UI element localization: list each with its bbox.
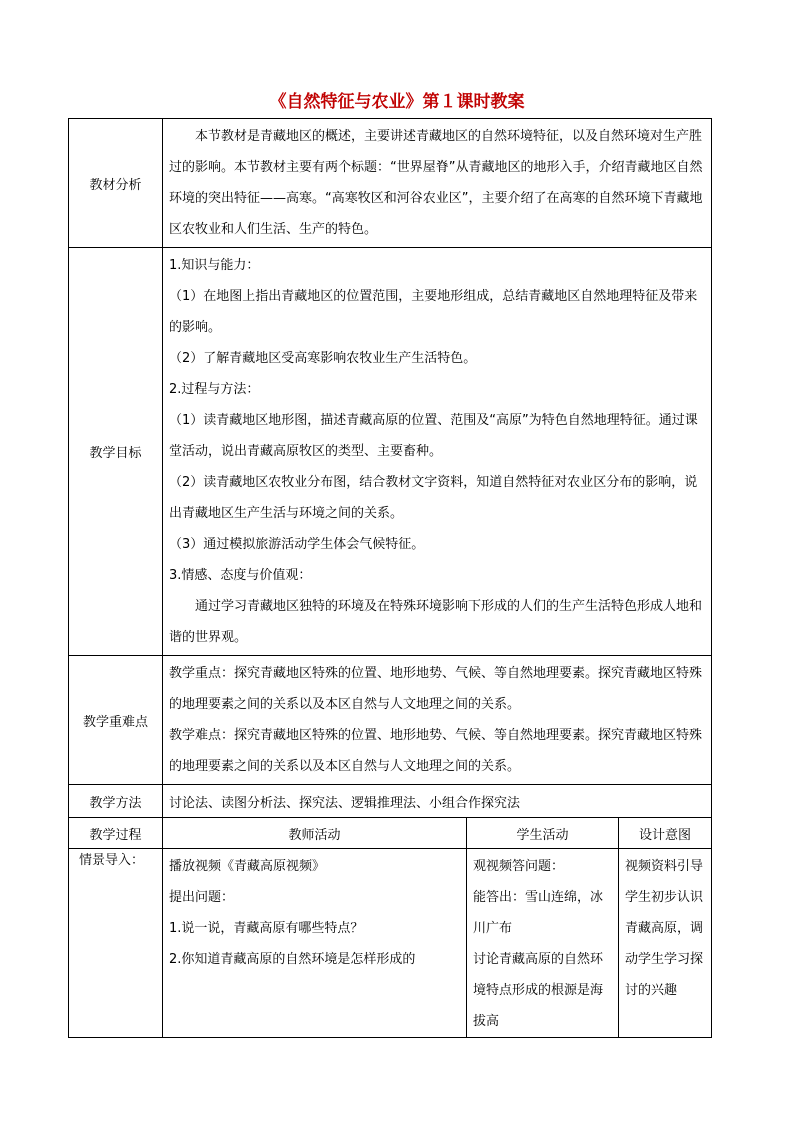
goals-line: （1）在地图上指出青藏地区的位置范围，主要地形组成，总结青藏地区自然地理特征及带来的影响。 (169, 289, 698, 335)
keypoints-line: 教学难点：探究青藏地区特殊的位置、地形地势、气候、等自然地理要素。探究青藏地区特殊的地理要素之间的关系以及本区自然与人文地理之间的关系。 (169, 728, 703, 774)
student-activity-header: 学生活动 (467, 818, 619, 849)
intro-design-intent (619, 849, 712, 1038)
goals-line: （3）通过模拟旅游活动学生体会气候特征。 (169, 537, 425, 552)
goals-line: 1.知识与能力： (169, 258, 260, 273)
process-label: 教学过程 (69, 818, 163, 849)
keypoints-content (163, 656, 712, 785)
goals-content (163, 248, 712, 656)
goals-line: （2）了解青藏地区受高寒影响农牧业生产生活特色。 (169, 351, 477, 366)
student-line: 能答出：雪山连绵，冰川广布 (473, 890, 604, 936)
keypoints-line: 教学重点：探究青藏地区特殊的位置、地形地势、气候、等自然地理要素。探究青藏地区特殊的地理要素之间的关系以及本区自然与人文地理之间的关系。 (169, 666, 703, 712)
keypoints-label: 教学重难点 (69, 656, 163, 785)
methods-content: 讨论法、读图分析法、探究法、逻辑推理法、小组合作探究法 (163, 785, 712, 818)
analysis-label: 教材分析 (69, 119, 163, 248)
teacher-line: 1.说一说，青藏高原有哪些特点？ (169, 921, 364, 936)
intro-student-activity (467, 849, 619, 1038)
goals-line: 3.情感、态度与价值观： (169, 568, 312, 583)
analysis-text: 本节教材是青藏地区的概述，主要讲述青藏地区的自然环境特征，以及自然环境对生产胜过的影响。本节教材主要有两个标题：“世界屋脊”从青藏地区的地形入手，介绍青藏地区自然环境的突出特征——高寒。“高寒牧区和河谷农业区”，主要介绍了在高寒的自然环境下青藏地区农牧业和人们生活、生产的特色。 (169, 129, 703, 237)
student-line: 观视频答问题： (473, 859, 565, 874)
row-intro (69, 849, 712, 1038)
intro-label (69, 849, 163, 1038)
intro-teacher-activity (163, 849, 467, 1038)
goals-label: 教学目标 (69, 248, 163, 656)
analysis-content (163, 119, 712, 248)
methods-label: 教学方法 (69, 785, 163, 818)
row-process-header (69, 818, 712, 849)
intro-label-text: 情景导入： (79, 853, 145, 868)
row-analysis (69, 119, 712, 248)
student-line: 讨论青藏高原的自然环境特点形成的根源是海拔高 (473, 952, 604, 1029)
row-goals (69, 248, 712, 656)
goals-line: （2）读青藏地区农牧业分布图，结合教材文字资料，知道自然特征对农业区分布的影响，说出青藏地区生产生活与环境之间的关系。 (169, 475, 698, 521)
goals-line: 通过学习青藏地区独特的环境及在特殊环境影响下形成的人们的生产生活特色形成人地和谐的世界观。 (169, 599, 703, 645)
goals-line: （1）读青藏地区地形图，描述青藏高原的位置、范围及“高原”为特色自然地理特征。通过课堂活动，说出青藏高原牧区的类型、主要畜种。 (169, 413, 698, 459)
teacher-activity-header: 教师活动 (163, 818, 467, 849)
goals-line: 2.过程与方法： (169, 382, 260, 397)
row-methods (69, 785, 712, 818)
teacher-line: 提出问题： (169, 890, 235, 905)
row-keypoints (69, 656, 712, 785)
lesson-plan-table (68, 118, 712, 1038)
teacher-line: 播放视频《青藏高原视频》 (169, 859, 326, 874)
design-intent-header: 设计意图 (619, 818, 712, 849)
intent-line: 视频资料引导学生初步认识青藏高原，调动学生学习探讨的兴趣 (625, 859, 704, 998)
document-title: 《自然特征与农业》第１课时教案 (269, 92, 525, 112)
teacher-line: 2.你知道青藏高原的自然环境是怎样形成的 (169, 952, 416, 967)
